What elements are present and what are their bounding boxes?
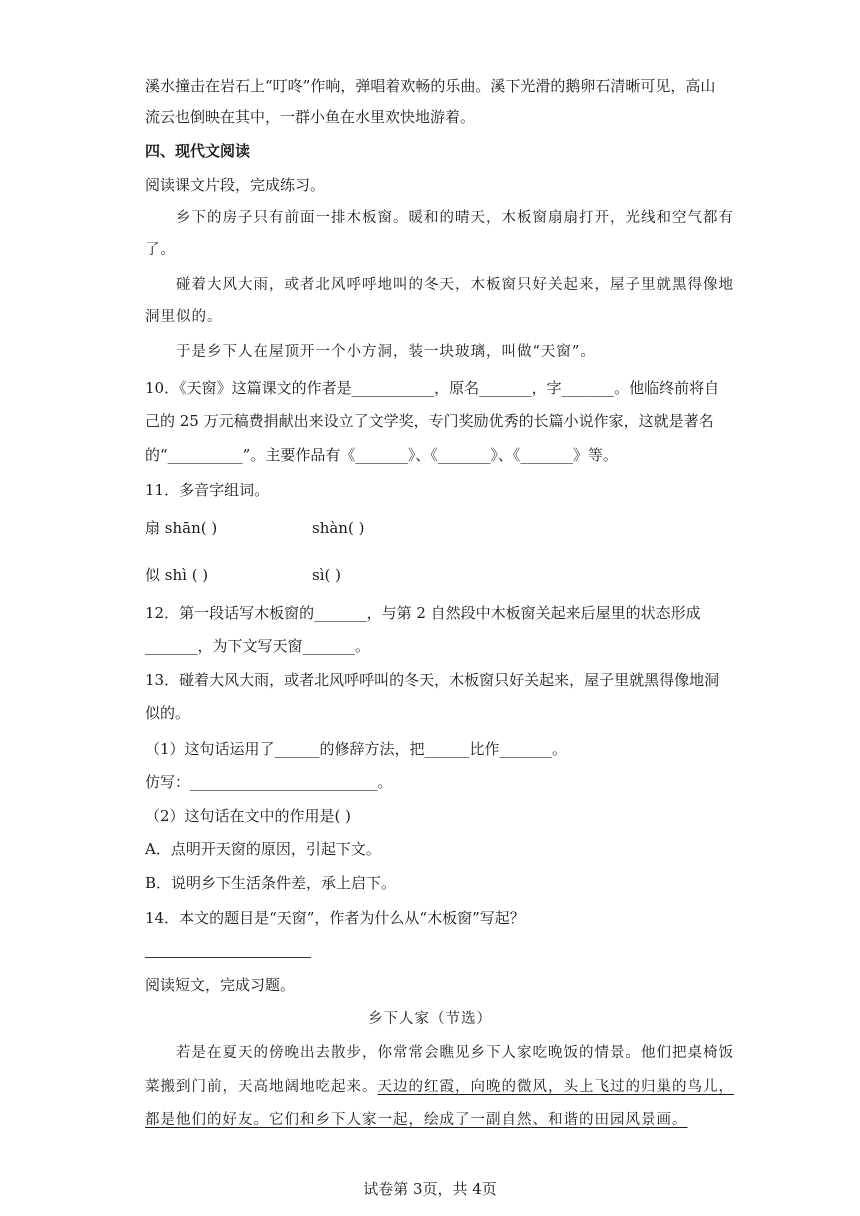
passage-line: 了。 [145,242,176,258]
polyphone-shi: 似 shì ( ) [145,566,209,584]
option-b: B．说明乡下生活条件差，承上启下。 [145,874,397,892]
question-13: 13．碰着大风大雨，或者北风呼呼叫的冬天，木板窗只好关起来，屋子里就黑得像地洞 [145,671,720,689]
section-heading: 四、现代文阅读 [145,142,251,160]
passage-title: 乡下人家（节选） [368,1011,492,1027]
passage-text: 菜搬到门前，天高地阔地吃起来。 [145,1079,378,1095]
question-13-2: （2）这句话在文中的作用是( ) [145,807,352,825]
passage-line [145,1077,734,1097]
question-12: 12．第一段话写木板窗的_______，与第 2 自然段中木板窗关起来后屋里的状态形成 [145,604,701,622]
instruction: 阅读课文片段，完成练习。 [145,176,326,194]
page-footer: 试卷第 3页，共 4页 [363,1180,497,1198]
option-a: A．点明开天窗的原因，引起下文。 [145,840,381,858]
question-13-cont: 似的。 [145,704,191,722]
imitation-line: 仿写：_________________________。 [145,773,393,791]
question-13-1: （1）这句话运用了______的修辞方法，把______比作_______。 [145,740,568,758]
question-10-cont: 己的 25 万元稿费捐献出来设立了文学奖，专门奖励优秀的长篇小说作家，这就是著名 [145,412,714,430]
polyphone-shan4: shàn( ) [312,519,365,537]
polyphone-shan1: 扇 shān( ) [145,519,218,537]
text-line: 溪水撞击在岩石上“叮咚”作响，弹唱着欢畅的乐曲。溪下光滑的鹅卵石清晰可见，高山 [145,77,716,95]
underlined-passage-line: 都是他们的好友。它们和乡下人家一起，绘成了一副自然、和谐的田园风景画。 [145,1112,688,1128]
polyphone-si: sì( ) [312,566,341,584]
instruction: 阅读短文，完成习题。 [145,976,296,994]
question-14: 14．本文的题目是“天窗”，作者为什么从“木板窗”写起？ [145,909,525,927]
passage-line: 若是在夏天的傍晚出去散步，你常常会瞧见乡下人家吃晚饭的情景。他们把桌椅饭 [176,1045,734,1061]
question-10: 10．《天窗》这篇课文的作者是___________，原名_______，字_______。他临终前将自 [145,379,720,397]
underlined-text: 天边的红霞，向晚的微风，头上飞过的归巢的鸟儿， [377,1079,734,1095]
question-10-cont: 的“__________”。主要作品有《_______》、《_______》、《_______》等。 [145,446,618,464]
answer-line [145,957,311,958]
text-line: 流云也倒映在其中，一群小鱼在水里欢快地游着。 [145,108,476,126]
passage-line: 于是乡下人在屋顶开一个小方洞，装一块玻璃，叫做“天窗”。 [176,344,596,360]
passage-line: 乡下的房子只有前面一排木板窗。暖和的晴天，木板窗扇扇打开，光线和空气都有 [176,210,734,226]
question-11: 11．多音字组词。 [145,481,270,499]
question-12-cont: _______，为下文写天窗_______。 [145,637,371,655]
passage-line: 洞里似的。 [145,309,223,325]
passage-line: 碰着大风大雨，或者北风呼呼地叫的冬天，木板窗只好关起来，屋子里就黑得像地 [176,277,734,293]
